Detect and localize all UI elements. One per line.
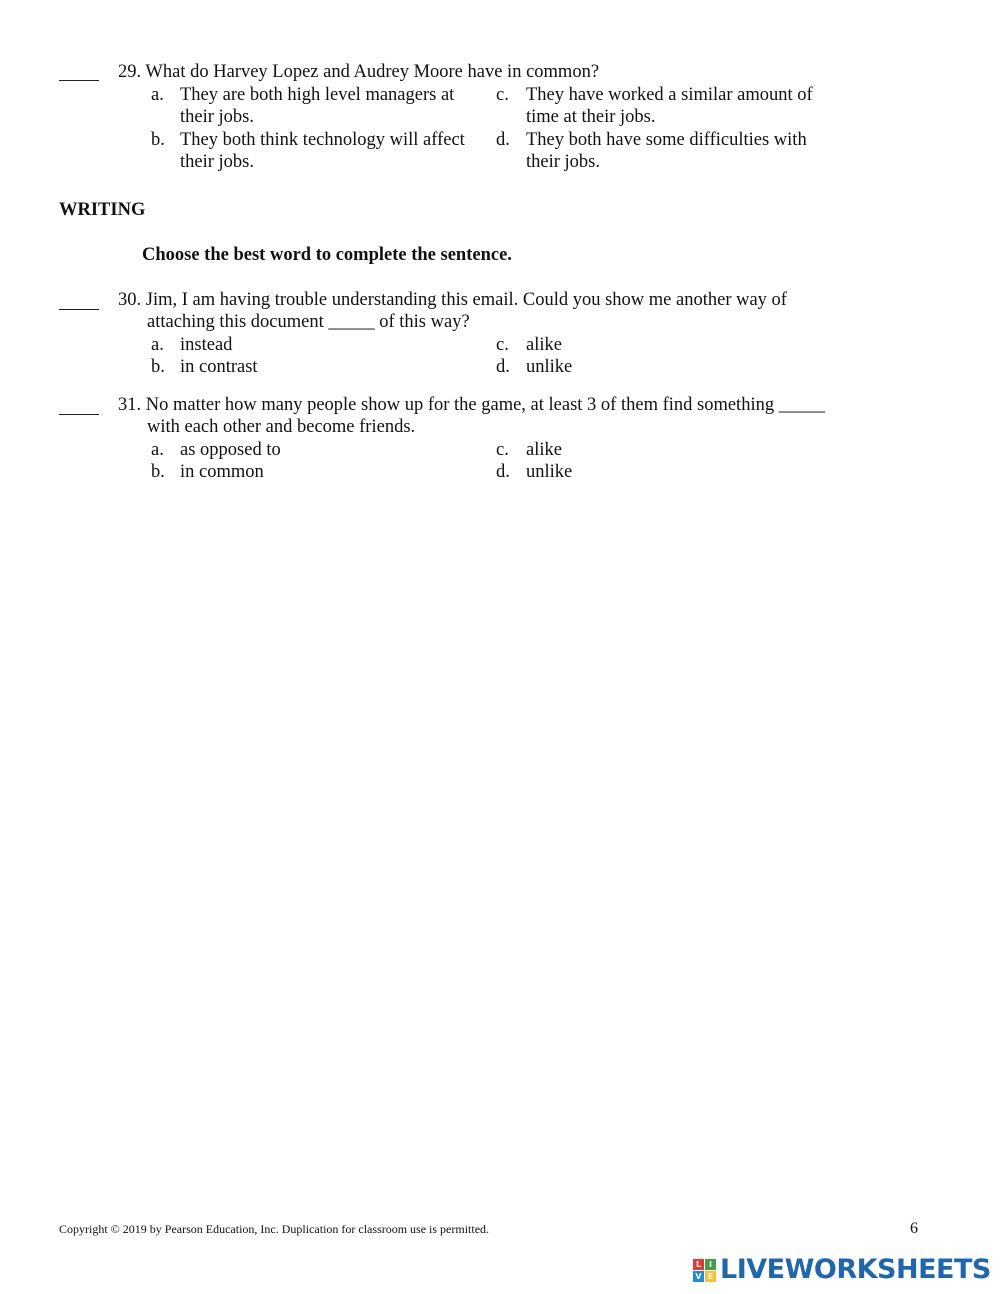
question-30-line2: attaching this document _____ of this way? [147,312,470,332]
option-30-d-letter: d. [496,357,510,377]
option-30-c-letter: c. [496,335,509,355]
logo-tile-v: V [693,1271,704,1282]
option-29-a-line2: their jobs. [180,107,254,127]
option-31-a-letter: a. [151,440,164,460]
option-31-c-letter: c. [496,440,509,460]
liveworksheets-logo-icon [693,1259,716,1282]
option-31-d-letter: d. [496,462,510,482]
option-29-d-line1: They both have some difficulties with [526,130,807,150]
question-30-line1: 30. Jim, I am having trouble understanding this email. Could you show me another way of [118,290,787,310]
question-31-line1: 31. No matter how many people show up for the game, at least 3 of them find something _____ [118,395,825,415]
answer-blank-29[interactable] [59,80,99,81]
option-29-c-letter: c. [496,85,509,105]
option-29-b-line2: their jobs. [180,152,254,172]
option-29-a-letter: a. [151,85,164,105]
option-29-c-line1: They have worked a similar amount of [526,85,813,105]
copyright-notice: Copyright © 2019 by Pearson Education, Inc. Duplication for classroom use is permitted. [59,1222,490,1236]
liveworksheets-logo[interactable] [693,1255,991,1285]
answer-blank-30[interactable] [59,309,99,310]
option-31-a-text: as opposed to [180,440,281,460]
logo-tile-e: E [705,1271,716,1282]
option-29-d-line2: their jobs. [526,152,600,172]
option-30-c-text: alike [526,335,562,355]
brand-name: LIVEWORKSHEETS [720,1254,991,1285]
logo-tile-i: I [705,1259,716,1270]
question-31-line2: with each other and become friends. [147,417,416,437]
option-29-a-line1: They are both high level managers at [180,85,455,105]
logo-tile-l: L [693,1259,704,1270]
option-29-c-line2: time at their jobs. [526,107,656,127]
option-31-b-letter: b. [151,462,165,482]
question-29-text: 29. What do Harvey Lopez and Audrey Moore have in common? [118,62,600,82]
option-31-b-text: in common [180,462,264,482]
section-instruction: Choose the best word to complete the sentence. [142,245,512,265]
answer-blank-31[interactable] [59,414,99,415]
page-number: 6 [910,1220,918,1237]
option-30-a-text: instead [180,335,233,355]
option-29-b-line1: They both think technology will affect [180,130,465,150]
option-30-b-text: in contrast [180,357,258,377]
option-30-d-text: unlike [526,357,573,377]
section-heading: WRITING [59,200,146,220]
option-31-c-text: alike [526,440,562,460]
option-29-b-letter: b. [151,130,165,150]
option-31-d-text: unlike [526,462,573,482]
option-30-a-letter: a. [151,335,164,355]
option-30-b-letter: b. [151,357,165,377]
option-29-d-letter: d. [496,130,510,150]
